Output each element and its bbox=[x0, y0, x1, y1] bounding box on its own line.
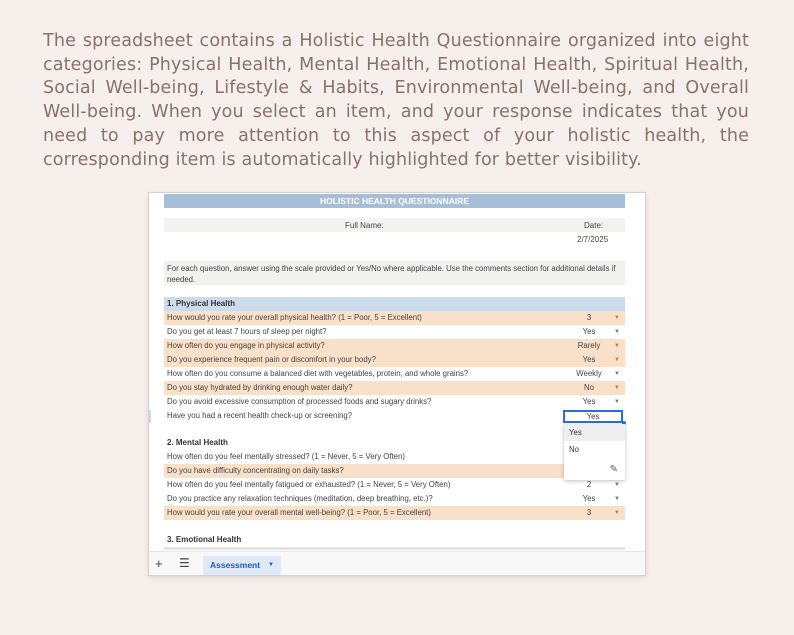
dropdown-option-yes[interactable]: Yes bbox=[564, 424, 625, 441]
dropdown-arrow-icon[interactable]: ▼ bbox=[614, 385, 620, 391]
question-row[interactable] bbox=[164, 339, 625, 353]
question-row[interactable] bbox=[164, 492, 625, 506]
question-row[interactable] bbox=[164, 395, 625, 409]
question-text: Do you get at least 7 hours of sleep per night? bbox=[167, 327, 327, 336]
answer-cell[interactable]: Yes bbox=[582, 494, 596, 503]
question-row[interactable] bbox=[164, 367, 625, 381]
answer-dropdown[interactable] bbox=[564, 424, 625, 480]
dropdown-arrow-icon[interactable]: ▼ bbox=[614, 343, 620, 349]
question-row[interactable] bbox=[164, 450, 625, 464]
dropdown-option-no[interactable]: No bbox=[569, 445, 579, 454]
question-row[interactable] bbox=[164, 353, 625, 367]
chevron-down-icon[interactable]: ▼ bbox=[268, 562, 274, 568]
question-row[interactable] bbox=[164, 478, 625, 492]
question-row[interactable] bbox=[164, 409, 625, 423]
answer-cell[interactable]: Rarely bbox=[577, 341, 601, 350]
question-text: How often do you consume a balanced diet with vegetables, protein, and whole grains? bbox=[167, 369, 469, 378]
pencil-icon[interactable]: ✎ bbox=[609, 464, 618, 475]
question-text: Do you stay hydrated by drinking enough water daily? bbox=[167, 383, 353, 392]
sheet-tab-bar bbox=[149, 551, 645, 575]
date-label: Date: bbox=[584, 221, 604, 230]
spreadsheet-preview bbox=[149, 193, 645, 575]
answer-cell[interactable]: Yes bbox=[582, 355, 596, 364]
question-text: Have you had a recent health check-up or screening? bbox=[167, 411, 353, 420]
answer-cell[interactable]: No bbox=[584, 383, 594, 392]
question-text: Do you avoid excessive consumption of processed foods and sugary drinks? bbox=[167, 397, 432, 406]
dropdown-arrow-icon[interactable]: ▼ bbox=[614, 399, 620, 405]
all-sheets-icon[interactable]: ☰ bbox=[179, 556, 190, 570]
dropdown-arrow-icon[interactable]: ▼ bbox=[614, 496, 620, 502]
question-text: How often do you feel mentally fatigued or exhausted? (1 = Never, 5 = Very Often) bbox=[167, 480, 451, 489]
name-date-row bbox=[164, 218, 625, 232]
full-name-label: Full Name: bbox=[345, 221, 384, 230]
section-emotional-health: 3. Emotional Health bbox=[167, 535, 242, 544]
question-text: Do you practice any relaxation techniques (meditation, deep breathing, etc.)? bbox=[167, 494, 433, 503]
section-physical-health: 1. Physical Health bbox=[164, 297, 625, 311]
tab-label: Assessment bbox=[210, 560, 261, 570]
answer-cell[interactable]: 3 bbox=[586, 313, 592, 322]
answer-cell[interactable]: Yes bbox=[582, 327, 596, 336]
row-marker bbox=[149, 410, 151, 423]
question-row[interactable] bbox=[164, 311, 625, 325]
question-text: Do you have difficulty concentrating on daily tasks? bbox=[167, 466, 344, 475]
question-text: Do you experience frequent pain or discomfort in your body? bbox=[167, 355, 376, 364]
scroll-area bbox=[164, 547, 625, 550]
question-row[interactable] bbox=[164, 381, 625, 395]
answer-cell[interactable]: Weekly bbox=[576, 369, 602, 378]
dropdown-arrow-icon[interactable]: ▼ bbox=[614, 315, 620, 321]
dropdown-arrow-icon[interactable]: ▼ bbox=[614, 371, 620, 377]
section-mental-health: 2. Mental Health bbox=[167, 438, 228, 447]
question-text: How would you rate your overall mental well-being? (1 = Poor, 5 = Excellent) bbox=[167, 508, 431, 517]
dropdown-arrow-icon[interactable]: ▼ bbox=[614, 357, 620, 363]
answer-cell[interactable]: Yes bbox=[582, 397, 596, 406]
dropdown-arrow-icon[interactable]: ▼ bbox=[614, 510, 620, 516]
question-text: How often do you feel mentally stressed? (1 = Never, 5 = Very Often) bbox=[167, 452, 405, 461]
question-text: How often do you engage in physical activity? bbox=[167, 341, 325, 350]
dropdown-arrow-icon[interactable]: ▼ bbox=[614, 329, 620, 335]
questionnaire-title: HOLISTIC HEALTH QUESTIONNAIRE bbox=[164, 194, 625, 208]
selected-answer-cell[interactable]: Yes bbox=[563, 410, 623, 423]
description-text: The spreadsheet contains a Holistic Health Questionnaire organized into eight categories: Physical Health, Mental Health, Emotional Health, Spiritual Health, Social Well-being, Lifestyle & Habits, Environmental Well-being, and Overall Well-being. When you select an item, and your response indicates that you need to pay more attention to this aspect of your holistic health, the corresponding item is automatically highlighted for better visibility. bbox=[43, 31, 749, 170]
add-sheet-icon[interactable]: + bbox=[155, 556, 163, 571]
question-row[interactable] bbox=[164, 506, 625, 520]
answer-cell[interactable]: 3 bbox=[586, 508, 592, 517]
dropdown-arrow-icon[interactable]: ▼ bbox=[614, 482, 620, 488]
answer-cell[interactable]: 2 bbox=[586, 480, 592, 489]
instructions: For each question, answer using the scale provided or Yes/No where applicable. Use the comments section for additional details if needed. bbox=[164, 261, 625, 285]
question-text: How would you rate your overall physical health? (1 = Poor, 5 = Excellent) bbox=[167, 313, 422, 322]
question-row[interactable] bbox=[164, 464, 564, 478]
question-row[interactable] bbox=[164, 325, 625, 339]
tab-assessment[interactable] bbox=[203, 556, 281, 575]
date-value[interactable]: 2/7/2025 bbox=[577, 235, 609, 244]
